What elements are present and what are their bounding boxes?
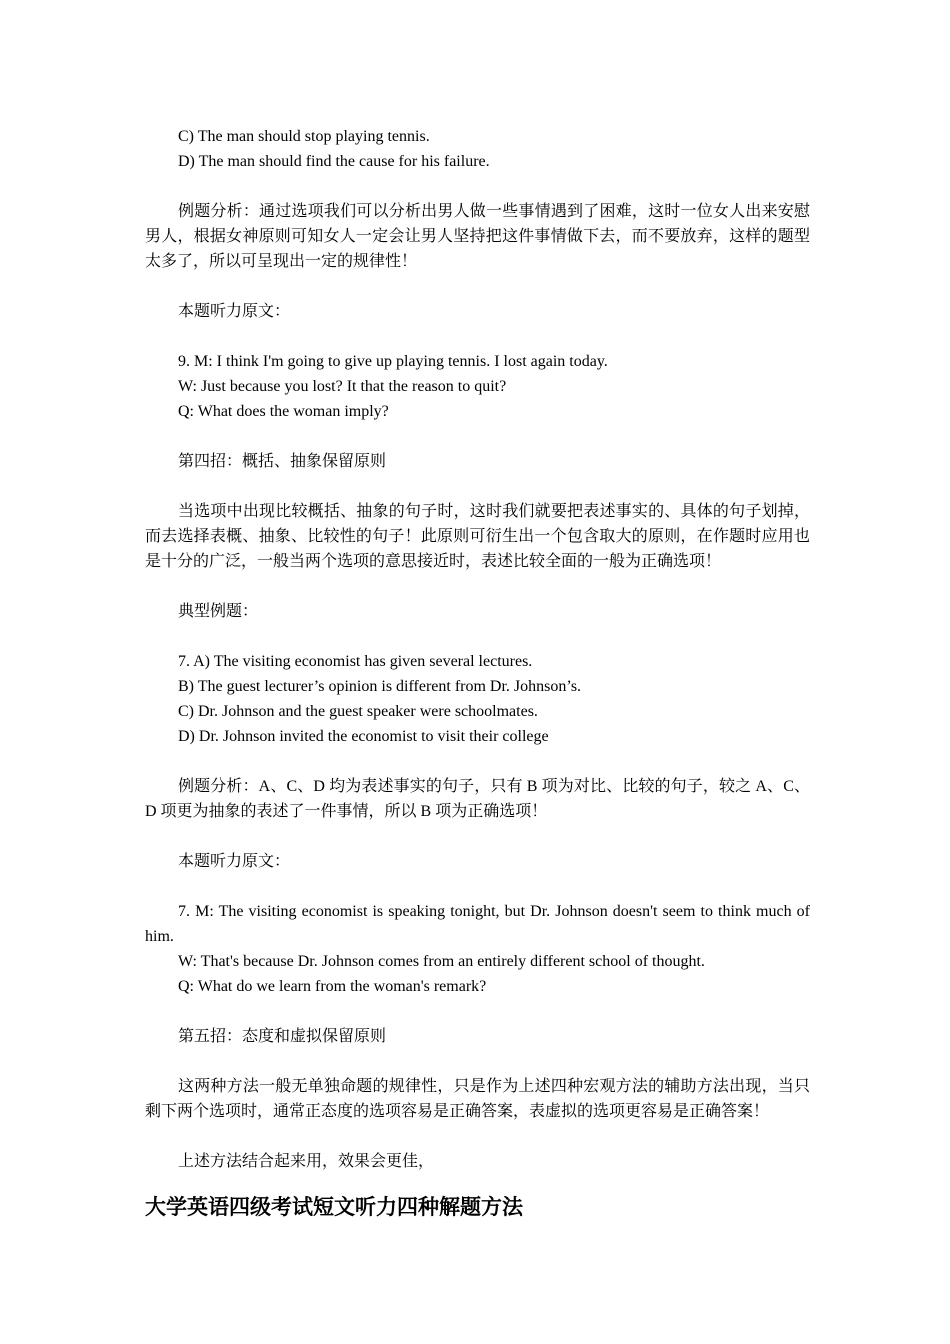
rule-four-body: 当选项中出现比较概括、抽象的句子时，这时我们就要把表述事实的、具体的句子划掉，而去选择表概、抽象、比较性的句子！此原则可衍生出一个包含取大的原则，在作题时应用也是十分的广泛，一般当两个选项的意思接近时，表述比较全面的一般为正确选项！ [145, 503, 810, 570]
example-label: 典型例题： [178, 603, 259, 620]
question-option-b: B) The guest lecturer’s opinion is different from Dr. Johnson’s. [178, 678, 582, 695]
transcript-man-line: 9. M: I think I'm going to give up playing tennis. I lost again today. [178, 353, 608, 370]
example-analysis-paragraph: 例题分析：A、C、D 均为表述事实的句子，只有 B 项为对比、比较的句子，较之 A、C、D 项更为抽象的表述了一件事情，所以 B 项为正确选项！ [145, 778, 810, 820]
transcript-woman-line: W: That's because Dr. Johnson comes from an entirely different school of thought. [178, 953, 705, 970]
transcript-question-line: Q: What do we learn from the woman's remark? [178, 978, 487, 995]
option-d: D) The man should find the cause for his failure. [178, 153, 490, 170]
example-analysis-paragraph: 例题分析：通过选项我们可以分析出男人做一些事情遇到了困难，这时一位女人出来安慰男人，根据女神原则可知女人一定会让男人坚持把这件事情做下去，而不要放弃，这样的题型太多了，所以可呈现出一定的规律性！ [145, 203, 810, 270]
question-option-d: D) Dr. Johnson invited the economist to visit their college [178, 728, 549, 745]
rule-five-body: 这两种方法一般无单独命题的规律性，只是作为上述四种宏观方法的辅助方法出现，当只剩下两个选项时，通常正态度的选项容易是正确答案，表虚拟的选项更容易是正确答案！ [145, 1078, 810, 1120]
transcript-label: 本题听力原文： [178, 303, 291, 320]
transcript-label: 本题听力原文： [178, 853, 291, 870]
rule-four-title: 第四招：概括、抽象保留原则 [178, 453, 387, 470]
closing-remark: 上述方法结合起来用，效果会更佳， [178, 1153, 435, 1170]
document-page [145, 124, 810, 1222]
question-option-c: C) Dr. Johnson and the guest speaker were schoolmates. [178, 703, 538, 720]
question-option-a: 7. A) The visiting economist has given several lectures. [178, 653, 533, 670]
transcript-question-line: Q: What does the woman imply? [178, 403, 389, 420]
transcript-woman-line: W: Just because you lost? It that the reason to quit? [178, 378, 507, 395]
transcript-man-line: 7. M: The visiting economist is speaking tonight, but Dr. Johnson doesn't seem to think much of him. [145, 903, 810, 945]
option-c: C) The man should stop playing tennis. [178, 128, 430, 145]
section-heading: 大学英语四级考试短文听力四种解题方法 [145, 1195, 523, 1219]
rule-five-title: 第五招：态度和虚拟保留原则 [178, 1028, 387, 1045]
